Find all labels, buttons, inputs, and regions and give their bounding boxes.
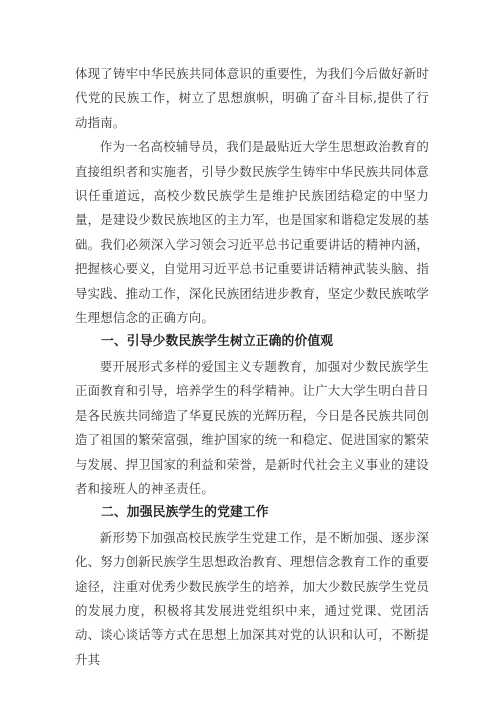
section-heading-party-building: 二、加强民族学生的党建工作 <box>101 505 269 521</box>
paragraph-intro-continuation: 体现了铸牢中华民族共同体意识的重要性，为我们今后做好新时代党的民族工作，树立了思想旗帜，明确了奋斗目标,提供了行动指南。 <box>75 66 429 130</box>
paragraph-party-building: 新形势下加强高校民族学生党建工作，是不断加强、逐步深化、努力创新民族学生思想政治教育、理想信念教育工作的重要途径，注重对优秀少数民族学生的培养，加大少数民族学生党员的发展力度，积极将其发展进党组织中来，通过党课、党团活动、谈心谈话等方式在思想上加深其对党的认识和认可，不断提升其 <box>75 529 429 667</box>
paragraph-counselor-role: 作为一名高校辅导员，我们是最贴近大学生思想政治教育的直接组织者和实施者，引导少数民族学生铸牢中华民族共同体意识任重道远，高校少数民族学生是维护民族团结稳定的中坚力量，是建设少数民族地区的主力军，也是国家和谐稳定发展的基础。我们必须深入学习领会习近平总书记重要讲话的精神内涵，把握核心要义，自觉用习近平总书记重要讲话精神武装头脑、指导实践、推动工作，深化民族团结进步教育，坚定少数民族哝学生理想信念的正确方向。 <box>75 139 429 326</box>
paragraph-patriotic-education: 要开展形式多样的爱国主义专题教育，加强对少数民族学生正面教育和引导，培养学生的科学精神。让广大大学生明白昔日是各民族共同缔造了华夏民族的光辉历程，今日是各民族共同创造了祖国的繁荣富强，维护国家的统一和稳定、促进国家的繁荣与发展、捍卫国家的利益和荣誉，是新时代社会主义事业的建设者和接班人的神圣责任。 <box>75 358 429 496</box>
document-body <box>75 62 429 672</box>
section-heading-values: 一、引导少数民族学生树立正确的价值观 <box>101 334 334 350</box>
